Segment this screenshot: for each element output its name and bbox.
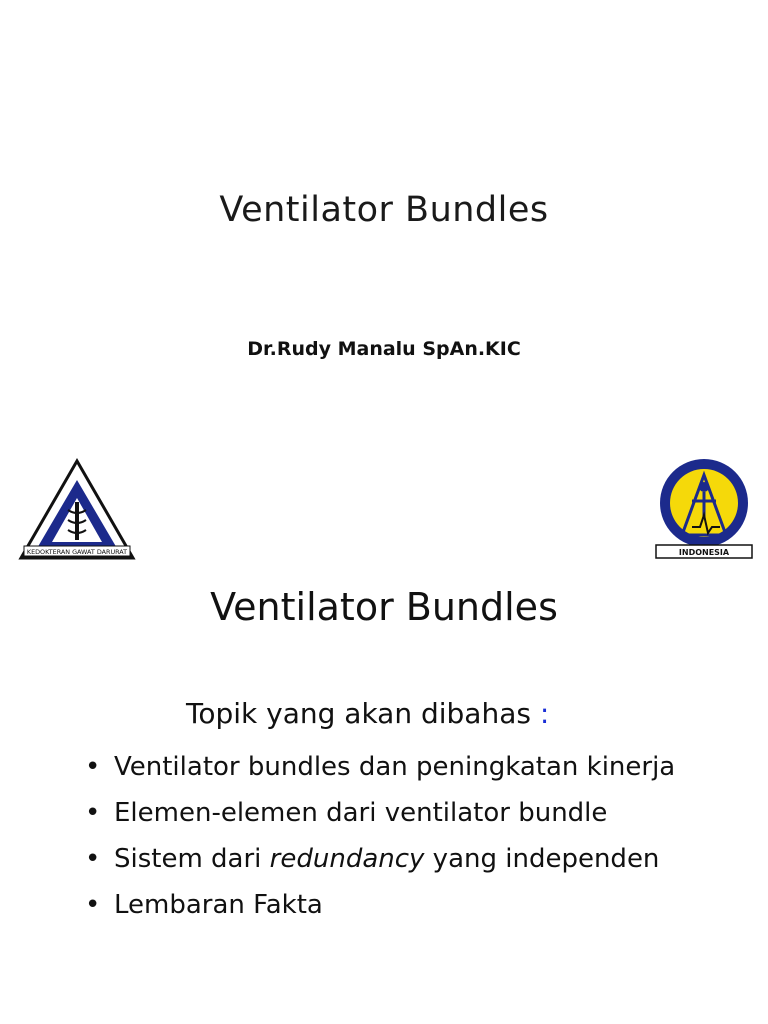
bullet-list [85,750,745,934]
bullet-text-italic: redundancy [269,844,425,874]
slide-title: Ventilator Bundles [219,190,549,230]
bullet-item [85,842,745,876]
bullet-item [85,750,745,784]
slide-title: Ventilator Bundles [210,585,558,629]
emergency-medicine-logo [18,458,136,562]
bullet-item [85,888,745,922]
slide-subtitle [186,697,549,730]
bullet-text: Lembaran Fakta [114,890,323,920]
bullet-text: Ventilator bundles dan peningkatan kinerja [114,752,676,782]
intensive-care-logo [652,457,756,561]
bullet-item [85,796,745,830]
svg-text:INDONESIA: INDONESIA [678,548,730,557]
author-name: Dr.Rudy Manalu SpAn.KIC [247,338,521,360]
bullet-text-pre: Sistem dari [114,844,270,874]
bullet-text-post: yang independen [424,844,660,874]
bullet-text: Elemen-elemen dari ventilator bundle [114,798,608,828]
subtitle-colon: : [539,697,550,730]
subtitle-text: Topik yang akan dibahas [186,697,531,730]
svg-text:KEDOKTERAN GAWAT DARURAT: KEDOKTERAN GAWAT DARURAT [26,548,128,556]
